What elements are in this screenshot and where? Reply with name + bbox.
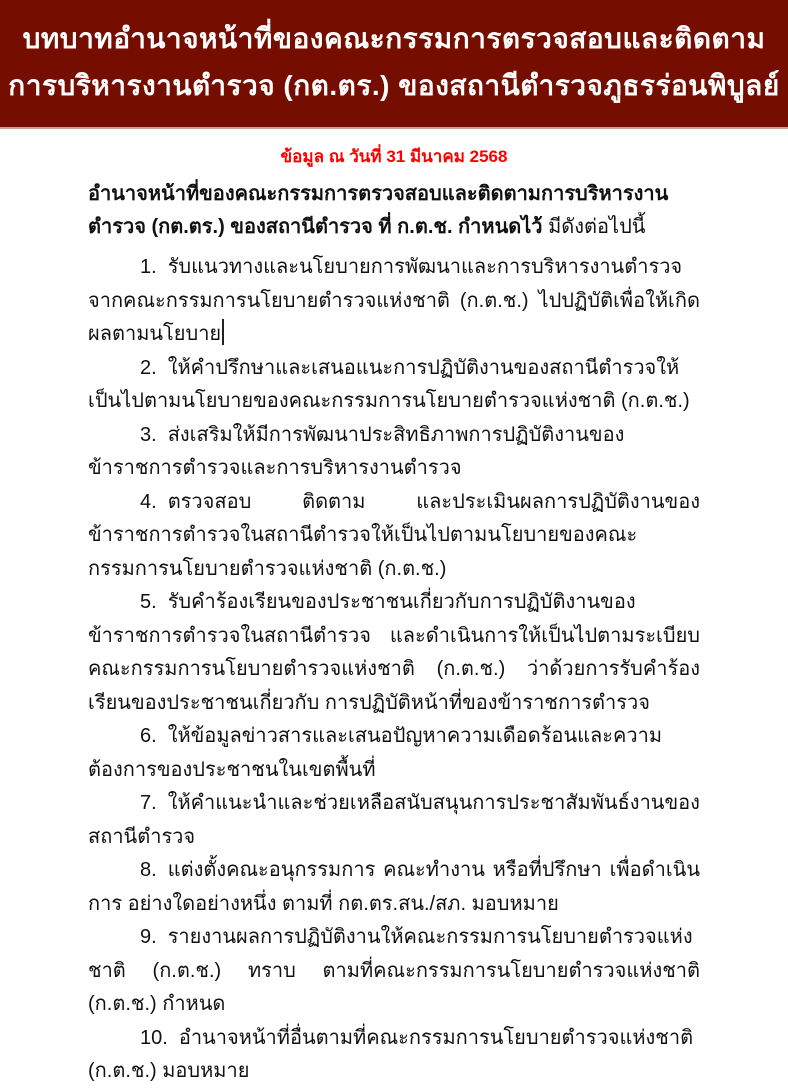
duty-item-1 [88,251,700,352]
intro-bold-text: อำนาจหน้าที่ของคณะกรรมการตรวจสอบและติดตามการบริหารงานตำรวจ (กต.ตร.) ของสถานีตำรวจ ที่ ก.ต.ช. กำหนดไว้ [88,183,669,238]
duty-item-text: รายงานผลการปฏิบัติงานให้คณะกรรมการนโยบายตำรวจแห่งชาติ (ก.ต.ช.) ทราบ ตามที่คณะกรรมการนโยบายตำรวจแห่งชาติ (ก.ต.ช.) กำหนด [88,926,700,1015]
duty-item-text: ให้ข้อมูลข่าวสารและเสนอปัญหาความเดือดร้อนและความต้องการของประชาชนในเขตพื้นที่ [88,725,663,781]
text-cursor[interactable] [222,319,224,345]
duty-item-text: ตรวจสอบ ติดตาม และประเมินผลการปฏิบัติงานของข้าราชการตำรวจในสถานีตำรวจให้เป็นไปตามนโยบายของคณะกรรมการนโยบายตำรวจแห่งชาติ (ก.ต.ช.) [88,490,700,580]
duty-item-number: 8. [140,859,157,881]
document-body [0,129,788,1089]
duties-list [88,251,700,1089]
title-line-1: บทบาทอำนาจหน้าที่ของคณะกรรมการตรวจสอบและติดตาม [22,23,766,54]
duty-item-number: 9. [140,926,157,948]
date-note: ข้อมูล ณ วันที่ 31 มีนาคม 2568 [280,147,508,166]
duty-item-number: 10. [140,1026,168,1049]
intro-regular-text: มีดังต่อไปนี้ [542,216,646,238]
duty-item-text: อำนาจหน้าที่อื่นตามที่คณะกรรมการนโยบายตำรวจแห่งชาติ (ก.ต.ช.) มอบหมาย [88,1026,694,1082]
duty-item-text: ให้คำแนะนำและช่วยเหลือสนับสนุนการประชาสัมพันธ์งานของ สถานีตำรวจ [88,792,700,848]
duty-item-9 [88,921,700,1022]
duty-item-number: 7. [140,792,157,814]
duty-item-3 [88,419,700,486]
title-line-2: การบริหารงานตำรวจ (กต.ตร.) ของสถานีตำรวจภูธรร่อนพิบูลย์ [8,70,780,101]
duty-item-text: รับแนวทางและนโยบายการพัฒนาและการบริหารงานตำรวจจากคณะกรรมการนโยบายตำรวจแห่งชาติ (ก.ต.ช.) ไปปฏิบัติเพื่อให้เกิดผลตามนโยบาย [88,256,700,345]
duty-item-number: 6. [140,725,157,747]
duty-item-number: 4. [140,490,157,513]
duty-item-6 [88,720,700,787]
duty-item-text: รับคำร้องเรียนของประชาชนเกี่ยวกับการปฏิบัติงานของข้าราชการตำรวจในสถานีตำรวจ และดำเนินการให้เป็นไปตามระเบียบคณะกรรมการนโยบายตำรวจแห่งชาติ (ก.ต.ช.) ว่าด้วยการรับคำร้องเรียนของประชาชนเกี่ยวกับ การปฏิบัติหน้าที่ของข้าราชการตำรวจ [88,591,700,714]
duty-item-4 [88,486,700,587]
duty-item-8 [88,854,700,921]
duty-item-number: 2. [140,356,157,379]
title-banner [0,0,788,129]
duty-item-10 [88,1022,700,1089]
duty-item-number: 1. [140,256,157,278]
duty-item-7 [88,787,700,854]
duty-item-text: ให้คำปรึกษาและเสนอแนะการปฏิบัติงานของสถานีตำรวจให้เป็นไปตามนโยบายของคณะกรรมการนโยบายตำรวจแห่งชาติ (ก.ต.ช.) [88,356,690,412]
duty-item-number: 3. [140,423,157,446]
duty-item-5 [88,586,700,720]
duty-item-2 [88,352,700,419]
duty-item-text: แต่งตั้งคณะอนุกรรมการ คณะทำงาน หรือที่ปรึกษา เพื่อดำเนินการ อย่างใดอย่างหนึ่ง ตามที่ กต.ตร.สน./สภ. มอบหมาย [88,859,700,915]
duty-item-number: 5. [140,591,157,613]
intro-paragraph [88,178,700,244]
duty-item-text: ส่งเสริมให้มีการพัฒนาประสิทธิภาพการปฏิบัติงานของข้าราชการตำรวจและการบริหารงานตำรวจ [88,423,625,479]
